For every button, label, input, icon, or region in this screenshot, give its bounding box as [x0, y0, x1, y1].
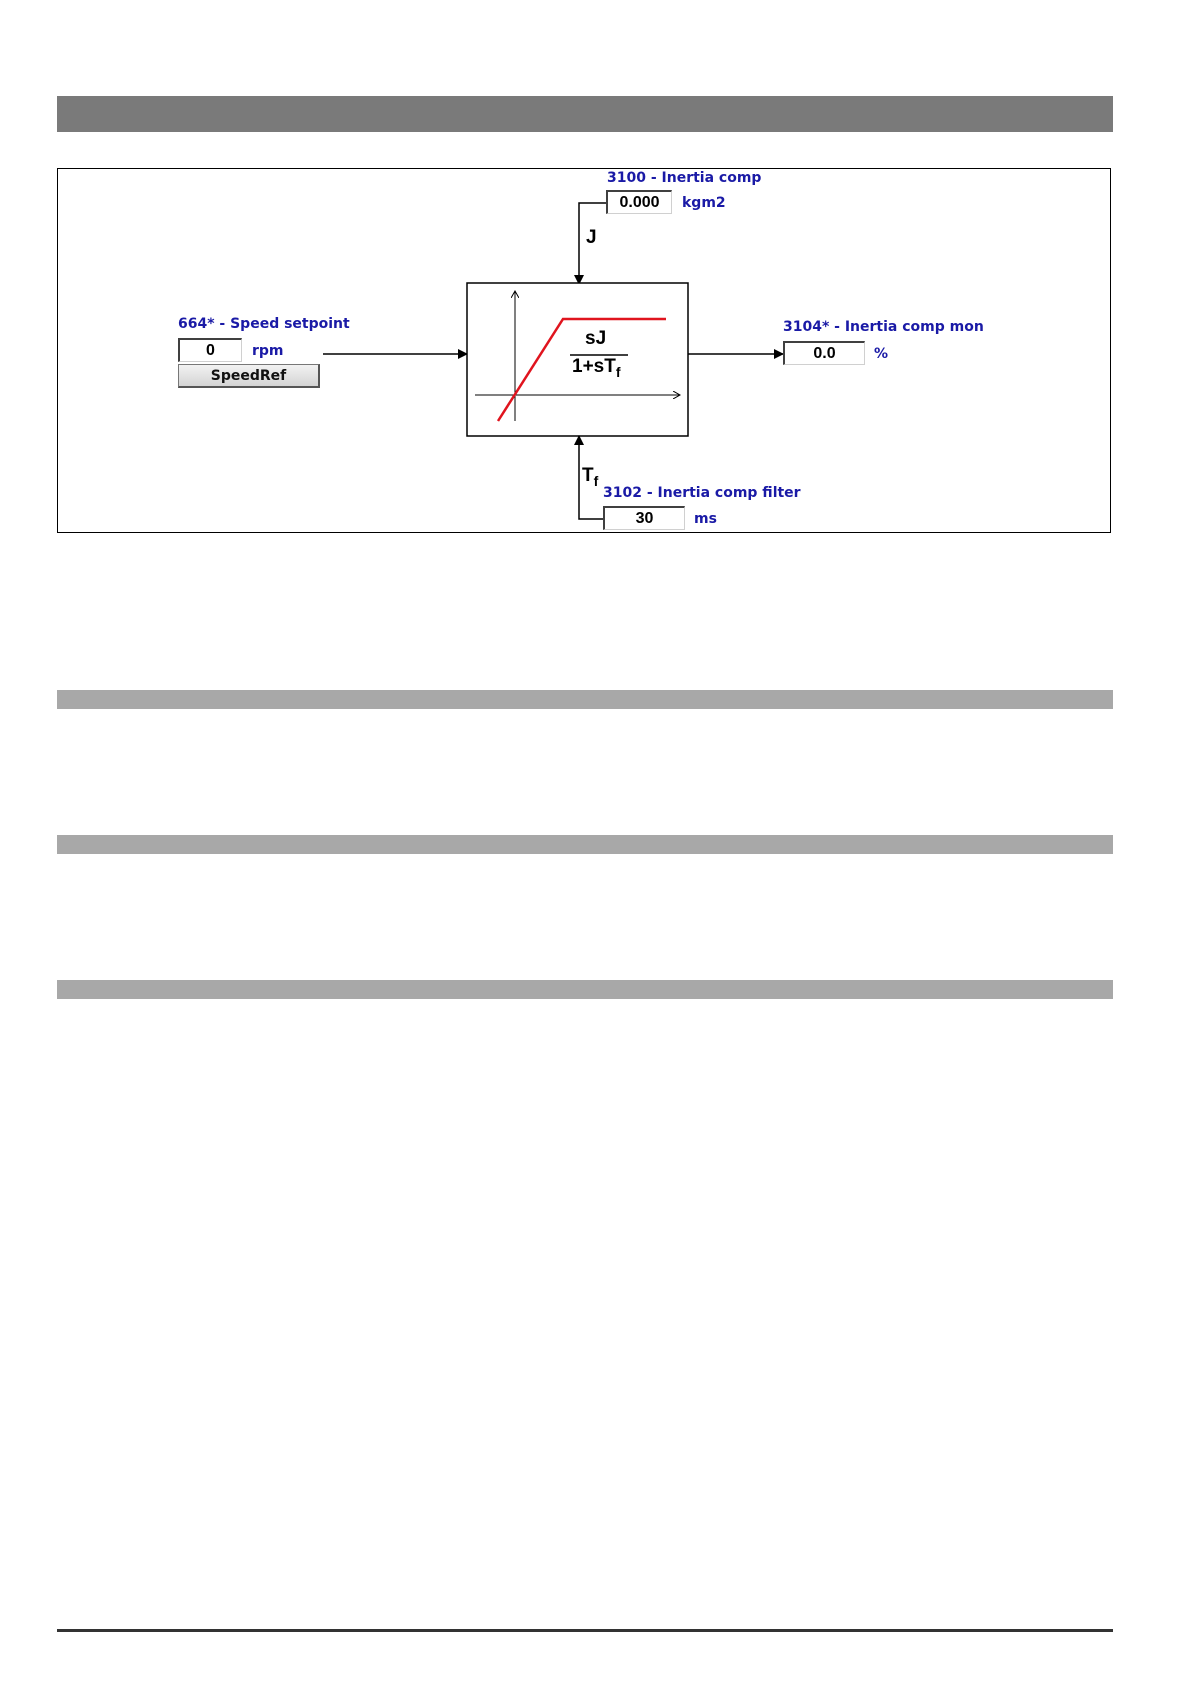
speed-setpoint-unit: rpm [252, 343, 284, 359]
tf-denominator-main: 1+sT [572, 356, 616, 377]
inertia-compensation-diagram [57, 168, 1111, 533]
inertia-comp-filter-label: 3102 - Inertia comp filter [603, 485, 801, 501]
signal-tf-sub: f [593, 472, 599, 489]
signal-tf-main: T [582, 465, 594, 486]
section-header-bar [57, 96, 1113, 132]
signal-tf-label [582, 465, 598, 489]
signal-j-label: J [586, 227, 597, 248]
inertia-comp-field[interactable]: 0.000 [606, 190, 672, 214]
inertia-comp-filter-unit: ms [694, 511, 717, 527]
tf-denominator-sub: f [615, 363, 621, 380]
section-divider-1 [57, 690, 1113, 709]
inertia-comp-label: 3100 - Inertia comp [607, 170, 762, 186]
inertia-comp-mon-unit: % [874, 346, 889, 362]
tf-numerator: sJ [585, 328, 607, 349]
inertia-comp-filter-field[interactable]: 30 [603, 506, 685, 530]
speed-setpoint-field[interactable]: 0 [178, 338, 242, 362]
inertia-comp-mon-field: 0.0 [783, 341, 865, 365]
section-divider-2 [57, 835, 1113, 854]
tf-denominator [572, 356, 621, 380]
speedref-button[interactable]: SpeedRef [178, 364, 320, 388]
section-divider-3 [57, 980, 1113, 999]
footer-rule [57, 1629, 1113, 1632]
inertia-comp-mon-label: 3104* - Inertia comp mon [783, 319, 984, 335]
inertia-comp-unit: kgm2 [682, 195, 726, 211]
speed-setpoint-label: 664* - Speed setpoint [178, 316, 350, 332]
